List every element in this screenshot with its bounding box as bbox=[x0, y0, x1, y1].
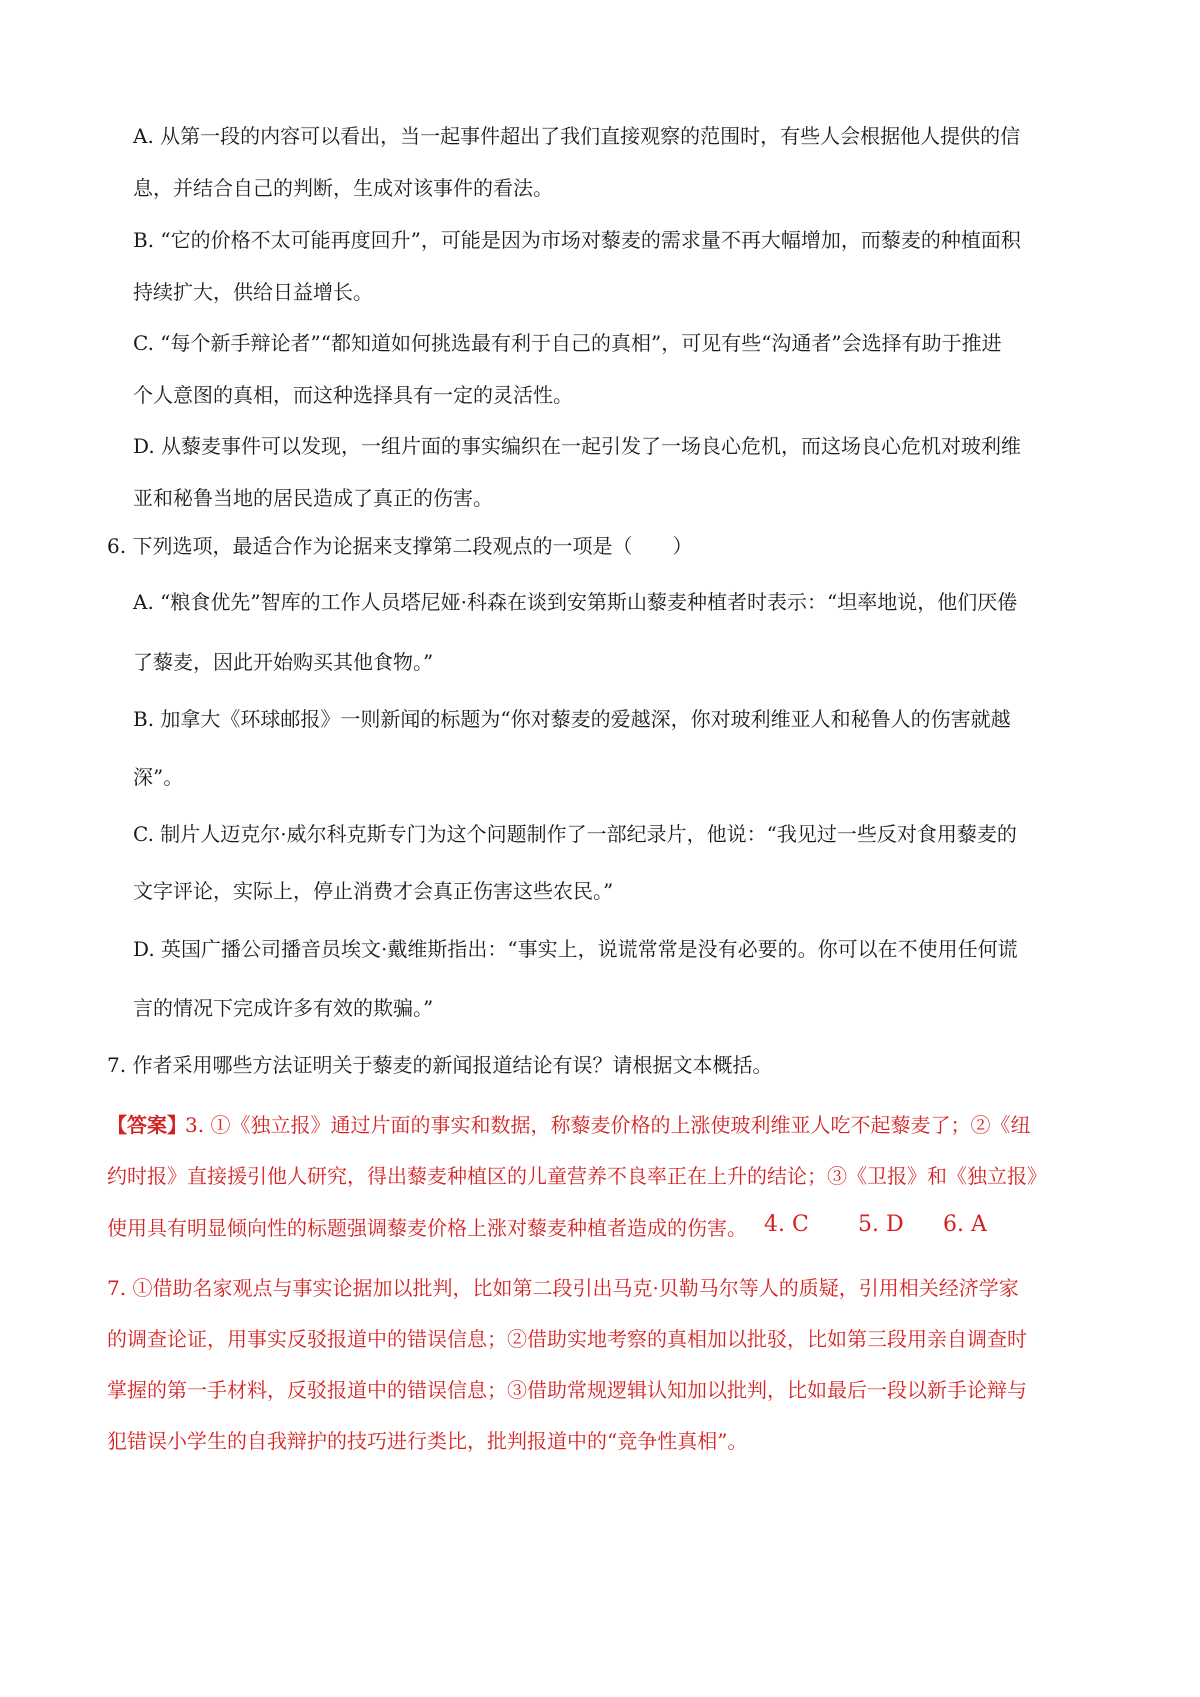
q5-option-b-text1: B. “它的价格不太可能再度回升”，可能是因为市场对藜麦的需求量不再大幅增加，而藜麦的种植面积 bbox=[133, 228, 1021, 252]
answer-q5: 5. D bbox=[858, 1212, 904, 1237]
answer-q3-text2: 约时报》直接援引他人研究，得出藜麦种植区的儿童营养不良率正在上升的结论；③《卫报》和《独立报》 bbox=[107, 1164, 1047, 1188]
answer-q3-text3: 使用具有明显倾向性的标题强调藜麦价格上涨对藜麦种植者造成的伤害。 bbox=[107, 1216, 747, 1240]
answer-tag: 【答案】 bbox=[107, 1113, 187, 1137]
q5-option-c-text1: C. “每个新手辩论者”“都知道如何挑选最有利于自己的真相”，可见有些“沟通者”会选择有助于推进 bbox=[133, 331, 1002, 355]
answer-q7-text1: 7. ①借助名家观点与事实论据加以批判，比如第二段引出马克·贝勒马尔等人的质疑，引用相关经济学家 bbox=[107, 1276, 1019, 1300]
q5-option-a-text2: 息，并结合自己的判断，生成对该事件的看法。 bbox=[133, 176, 553, 200]
q6-option-c-text2: 文字评论，实际上，停止消费才会真正伤害这些农民。” bbox=[133, 879, 614, 903]
answer-q7-text4: 犯错误小学生的自我辩护的技巧进行类比，批判报道中的“竞争性真相”。 bbox=[107, 1429, 748, 1453]
q5-option-d-text2: 亚和秘鲁当地的居民造成了真正的伤害。 bbox=[133, 486, 493, 510]
answer-q4: 4. C bbox=[764, 1212, 809, 1237]
q6-option-c-text1: C. 制片人迈克尔·威尔科克斯专门为这个问题制作了一部纪录片，他说：“我见过一些反对食用藜麦的 bbox=[133, 822, 1017, 846]
q6-option-a-text2: 了藜麦，因此开始购买其他食物。” bbox=[133, 650, 434, 674]
q6-stem-text: 6. 下列选项，最适合作为论据来支撑第二段观点的一项是（ ） bbox=[107, 534, 693, 558]
q6-option-d-text2: 言的情况下完成许多有效的欺骗。” bbox=[133, 996, 434, 1020]
q5-option-c-text2: 个人意图的真相，而这种选择具有一定的灵活性。 bbox=[133, 383, 573, 407]
q6-option-b-text1: B. 加拿大《环球邮报》一则新闻的标题为“你对藜麦的爱越深，你对玻利维亚人和秘鲁人的伤害就越 bbox=[133, 707, 1011, 731]
q7-stem-text: 7. 作者采用哪些方法证明关于藜麦的新闻报道结论有误？请根据文本概括。 bbox=[107, 1053, 773, 1077]
q5-option-b-text2: 持续扩大，供给日益增长。 bbox=[133, 280, 373, 304]
answer-q6: 6. A bbox=[943, 1212, 987, 1237]
q5-option-a-text1: A. 从第一段的内容可以看出，当一起事件超出了我们直接观察的范围时，有些人会根据他人提供的信 bbox=[133, 124, 1021, 148]
answer-q3-text1: 3. ①《独立报》通过片面的事实和数据，称藜麦价格的上涨使玻利维亚人吃不起藜麦了；②《纽 bbox=[185, 1113, 1031, 1137]
answer-q7-text3: 掌握的第一手材料，反驳报道中的错误信息；③借助常规逻辑认知加以批判，比如最后一段以新手论辩与 bbox=[107, 1378, 1027, 1402]
q6-option-d-text1: D. 英国广播公司播音员埃文·戴维斯指出：“事实上，说谎常常是没有必要的。你可以在不使用任何谎 bbox=[133, 937, 1018, 961]
answer-q7-text2: 的调查论证，用事实反驳报道中的错误信息；②借助实地考察的真相加以批驳，比如第三段用亲自调查时 bbox=[107, 1327, 1027, 1351]
q5-option-d-text1: D. 从藜麦事件可以发现，一组片面的事实编织在一起引发了一场良心危机，而这场良心危机对玻利维 bbox=[133, 434, 1022, 458]
q6-option-b-text2: 深”。 bbox=[133, 765, 184, 789]
q6-option-a-text1: A. “粮食优先”智库的工作人员塔尼娅·科森在谈到安第斯山藜麦种植者时表示：“坦率地说，他们厌倦 bbox=[133, 590, 1018, 614]
